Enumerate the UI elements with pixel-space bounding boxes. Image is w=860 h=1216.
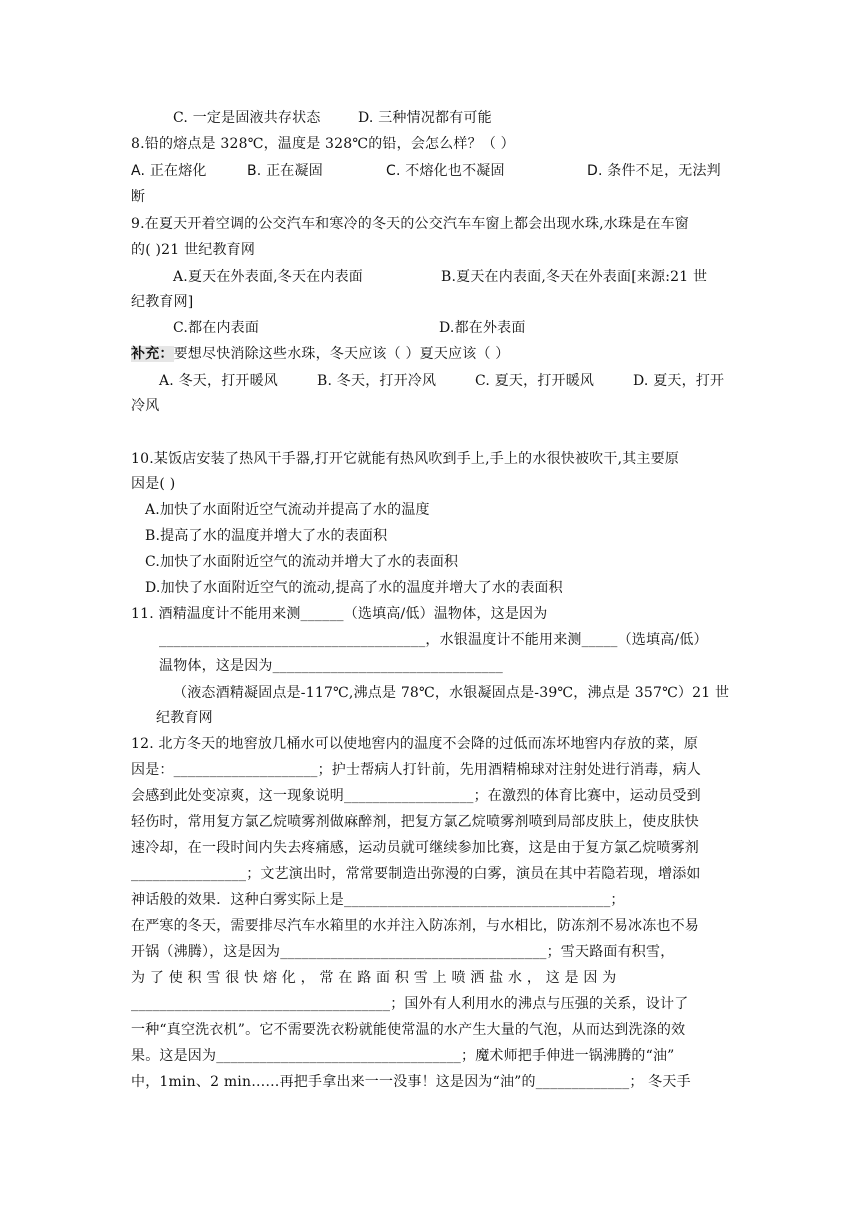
q8-option-c: C. 不熔化也不凝固	[386, 163, 505, 179]
supplement-option-a: A. 冬天，打开暖风	[159, 373, 279, 389]
q10-option-c: C.加快了水面附近空气的流动并增大了水的表面积	[145, 554, 459, 570]
q8-option-a: A. 正在熔化	[131, 163, 207, 179]
supplement-question	[131, 344, 733, 364]
q8-option-d-cont: 断	[131, 189, 146, 205]
q11-line5: 纪教育网	[156, 710, 213, 726]
supplement-label: 补充：	[131, 346, 174, 362]
q10-option-b: B.提高了水的温度并增大了水的表面积	[145, 528, 388, 544]
q10-stem-line2: 因是( )	[131, 476, 176, 492]
q9-stem-line1: 9.在夏天开着空调的公交汽车和寒冷的冬天的公交汽车车窗上都会出现水珠,水珠是在车窗	[131, 216, 690, 232]
q8-option-d: D. 条件不足，无法判	[587, 163, 721, 179]
q9-stem-line2: 的( )21 世纪教育网	[131, 242, 256, 258]
supplement-option-b: B. 冬天，打开冷风	[317, 373, 437, 389]
q11-line4: （液态酒精凝固点是-117℃,沸点是 78℃，水银凝固点是-39℃，沸点是 357℃）21 世	[173, 685, 730, 701]
q12-line: 因是：____________________；护士帮病人打针前，先用酒精棉球对注射处进行消毒，病人	[131, 762, 701, 778]
q11-line1: 11. 酒精温度计不能用来测______（选填高/低）温物体，这是因为	[131, 606, 548, 622]
q8-option-b: B. 正在凝固	[247, 163, 323, 179]
q12-line: 在严寒的冬天，需要排尽汽车水箱里的水并注入防冻剂，与水相比，防冻剂不易冰冻也不易	[131, 918, 699, 934]
q9-option-c: C.都在内表面	[173, 320, 260, 336]
q12-line: 一种“真空洗衣机”。它不需要洗衣粉就能使常温的水产生大量的气泡，从而达到洗涤的效	[131, 1022, 686, 1038]
q9-option-b: B.夏天在内表面,冬天在外表面[来源:21 世	[441, 269, 708, 285]
q9-option-d: D.都在外表面	[439, 320, 526, 336]
q12-line: ____________________________________；国外有人利用水的沸点与压强的关系，设计了	[131, 996, 689, 1012]
q8-stem: 8.铅的熔点是 328℃，温度是 328℃的铅，会怎么样？（ ）	[131, 136, 515, 152]
q11-line3: 温物体，这是因为________________________________	[159, 658, 503, 674]
q10-option-d: D.加快了水面附近空气的流动,提高了水的温度并增大了水的表面积	[145, 580, 563, 596]
q12-line: 会感到此处变凉爽，这一现象说明__________________；在激烈的体育比赛中，运动员受到	[131, 788, 701, 804]
supplement-text: 要想尽快消除这些水珠，冬天应该（ ）夏天应该（ ）	[173, 346, 510, 362]
supplement-option-d-cont: 冷风	[131, 398, 160, 414]
q10-stem-line1: 10.某饭店安装了热风干手器,打开它就能有热风吹到手上,手上的水很快被吹干,其主要原	[131, 451, 680, 467]
q12-line: 果。这是因为__________________________________；魔术师把手伸进一锅沸腾的“油”	[131, 1048, 675, 1064]
q7-option-c: C. 一定是固液共存状态	[173, 110, 321, 126]
q7-option-d: D. 三种情况都有可能	[358, 110, 492, 126]
q12-line: 轻伤时，常用复方氯乙烷喷雾剂做麻醉剂，把复方氯乙烷喷雾剂喷到局部皮肤上，使皮肤快	[131, 814, 699, 830]
q12-line: 中，1min、2 min……再把手拿出来一一没事！这是因为“油”的_____________； 冬天手	[131, 1074, 691, 1090]
q10-option-a: A.加快了水面附近空气流动并提高了水的温度	[145, 502, 430, 518]
q12-line: 开锅（沸腾），这是因为_____________________________________；雪天路面有积雪，	[131, 944, 675, 960]
supplement-option-c: C. 夏天，打开暖风	[475, 373, 595, 389]
q12-line: 12. 北方冬天的地窖放几桶水可以使地窖内的温度不会降的过低而冻坏地窖内存放的菜，原	[131, 736, 699, 752]
q9-option-a: A.夏天在外表面,冬天在内表面	[173, 269, 364, 285]
q9-option-b-cont: 纪教育网]	[131, 294, 194, 310]
q12-line: 神话般的效果．这种白雾实际上是_____________________________________；	[131, 892, 625, 908]
supplement-option-d: D. 夏天，打开	[633, 373, 725, 389]
q12-line: 速冷却，在一段时间内失去疼痛感，运动员就可继续参加比赛，这是由于复方氯乙烷喷雾剂	[131, 840, 699, 856]
q11-line2: _____________________________________，水银温度计不能用来测_____（选填高/低）	[159, 632, 708, 648]
q12-line: 为 了 使 积 雪 很 快 熔 化 ， 常 在 路 面 积 雪 上 喷 洒 盐 水 ， 这 是 因 为	[131, 970, 617, 986]
q12-line: ________________；文艺演出时，常常要制造出弥漫的白雾，演员在其中若隐若现，增添如	[131, 866, 701, 882]
